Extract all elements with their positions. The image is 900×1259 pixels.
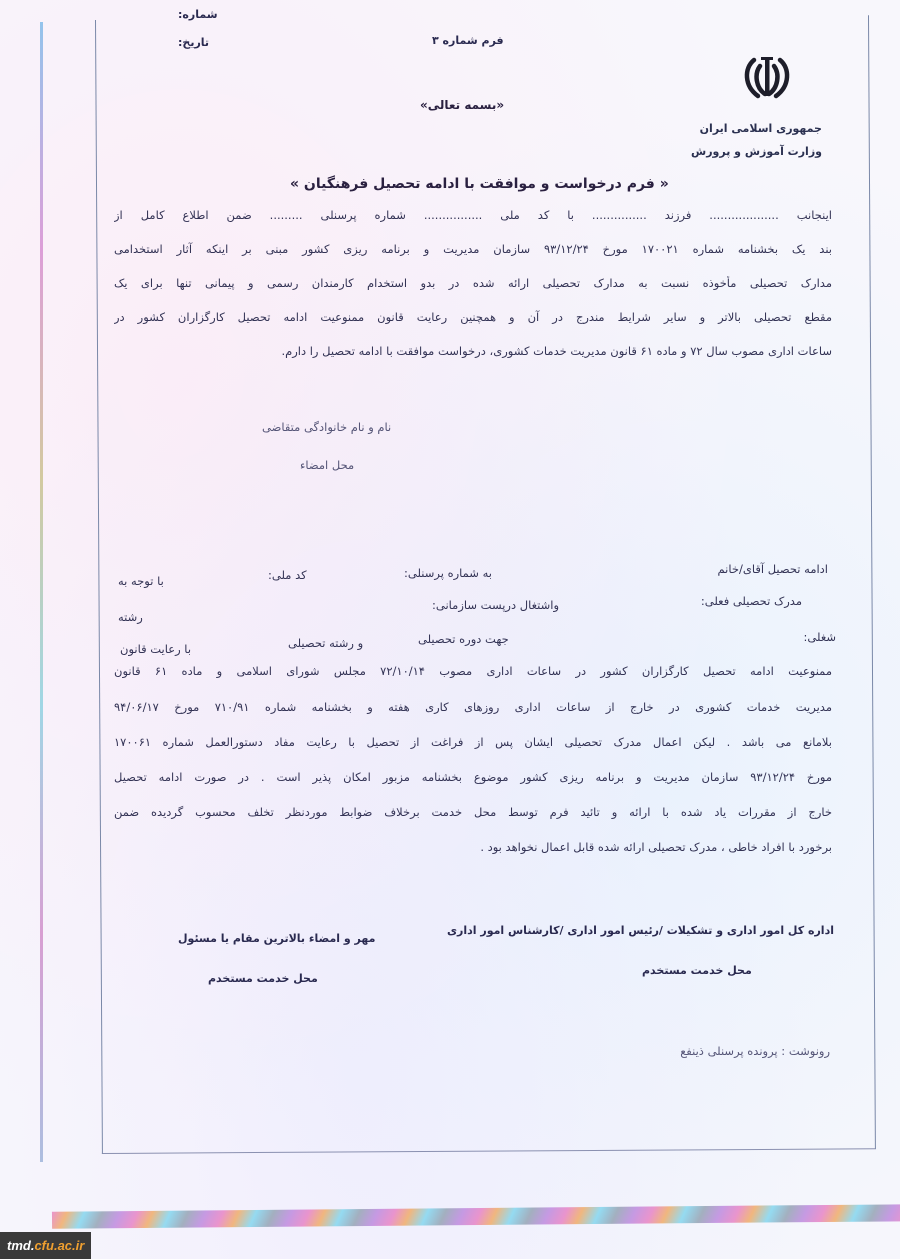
applicant-name-label: نام و نام خانوادگی متقاضی [262,420,392,434]
personnel-number-label: به شماره پرسنلی: [404,566,492,580]
head-workplace: محل خدمت مستخدم [208,972,318,985]
national-code-label: کد ملی: [268,568,307,582]
admin-office-signature-title: اداره کل امور اداری و تشکیلات /رئیس امور اداری /کارشناس امور اداری [446,924,834,937]
form-number: فرم شماره ۳ [432,34,504,47]
request-line-5: ساعات اداری مصوب سال ۷۲ و ماده ۶۱ قانون مدیریت خدمات کشوری، درخواست موافقت با ادامه تحصیل را دارم. [281,344,832,358]
continue-study-label: ادامه تحصیل آقای/خانم [717,562,828,576]
watermark-part-2: cfu.ac.ir [34,1238,85,1253]
date-label: تاریخ: [178,36,210,49]
watermark-part-1: tmd. [7,1238,35,1253]
major-label: و رشته تحصیلی [288,636,364,650]
head-signature-title: مهر و امضاء بالاترین مقام یا مسئول [178,932,376,945]
org-post-label: واشتغال درپست سازمانی: [432,598,560,612]
request-line-4: مقطع تحصیلی بالاتر و سایر شرایط مندرج در آن و همچنین رعایت قانون ممنوعیت ادامه تحصیل کارگزاران کشور در [114,310,832,324]
iran-emblem-icon [740,52,794,102]
considering-label: با توجه به [118,574,164,588]
current-degree-label: مدرک تحصیلی فعلی: [700,594,802,608]
field-label: رشته [118,610,143,624]
form-title: « فرم درخواست و موافقت با ادامه تحصیل فرهنگیان » [290,176,669,192]
request-line-1: اینجانب ................... فرزند ............... با کد ملی ................ شماره پرسنلی ......... ضمن اطلاع کامل از [114,208,832,222]
approval-line-5: خارج از مقررات یاد شده با ارائه و تائید فرم توسط محل خدمت برخلاف ضوابط موردنظر تخلف محسوب گردیده ضمن [114,805,832,819]
law-label: با رعایت قانون [120,642,192,656]
copy-note: رونوشت : پرونده پرسنلی ذینفع [680,1044,830,1058]
course-label: جهت دوره تحصیلی [418,632,509,646]
approval-line-4: مورخ ۹۳/۱۲/۲۴ سازمان مدیریت و برنامه ریزی کشور موضوع بخشنامه مزبور امکان پذیر است . در صورت ادامه تحصیل [114,770,832,784]
admin-office-workplace: محل خدمت مستخدم [642,964,752,977]
invocation: «بسمه تعالی» [420,98,505,112]
site-watermark [0,1232,91,1259]
approval-line-6: برخورد با افراد خاطی ، مدرک تحصیلی ارائه شده قابل اعمال نخواهد بود . [480,840,832,854]
republic-name: جمهوری اسلامی ایران [699,122,822,135]
request-line-3: مدارک تحصیلی مأخوذه نسبت به مدارک تحصیلی ارائه شده در بدو استخدام کارمندان رسمی و پیمانی تنها برای یک [114,276,832,290]
approval-line-2: مدیریت خدمات کشوری در خارج از ساعات اداری روزهای کاری هفته و بخشنامه شماره ۷۱۰/۹۱ مورخ ۹۴/۰۶/۱۷ [114,700,832,714]
job-label: شغلی: [803,630,836,644]
request-line-2: بند یک بخشنامه شماره ۱۷۰۰۲۱ مورخ ۹۳/۱۲/۲۴ سازمان مدیریت و برنامه ریزی کشور مبنی بر اینکه آثار استخدامی [114,242,832,256]
approval-line-1: ممنوعیت ادامه تحصیل کارگزاران کشور در ساعات اداری مصوب ۷۲/۱۰/۱۴ مجلس شورای اسلامی و ماده ۶۱ قانون [114,664,832,678]
applicant-signature-label: محل امضاء [300,458,355,472]
approval-line-3: بلامانع می باشد . لیکن اعمال مدرک تحصیلی ایشان پس از فراغت از تحصیل با رعایت مفاد دستورالعمل شماره ۱۷۰۰۶۱ [114,735,832,749]
scan-edge-line [40,22,43,1162]
number-label: شماره: [178,8,218,21]
ministry-name: وزارت آموزش و پرورش [691,145,822,158]
